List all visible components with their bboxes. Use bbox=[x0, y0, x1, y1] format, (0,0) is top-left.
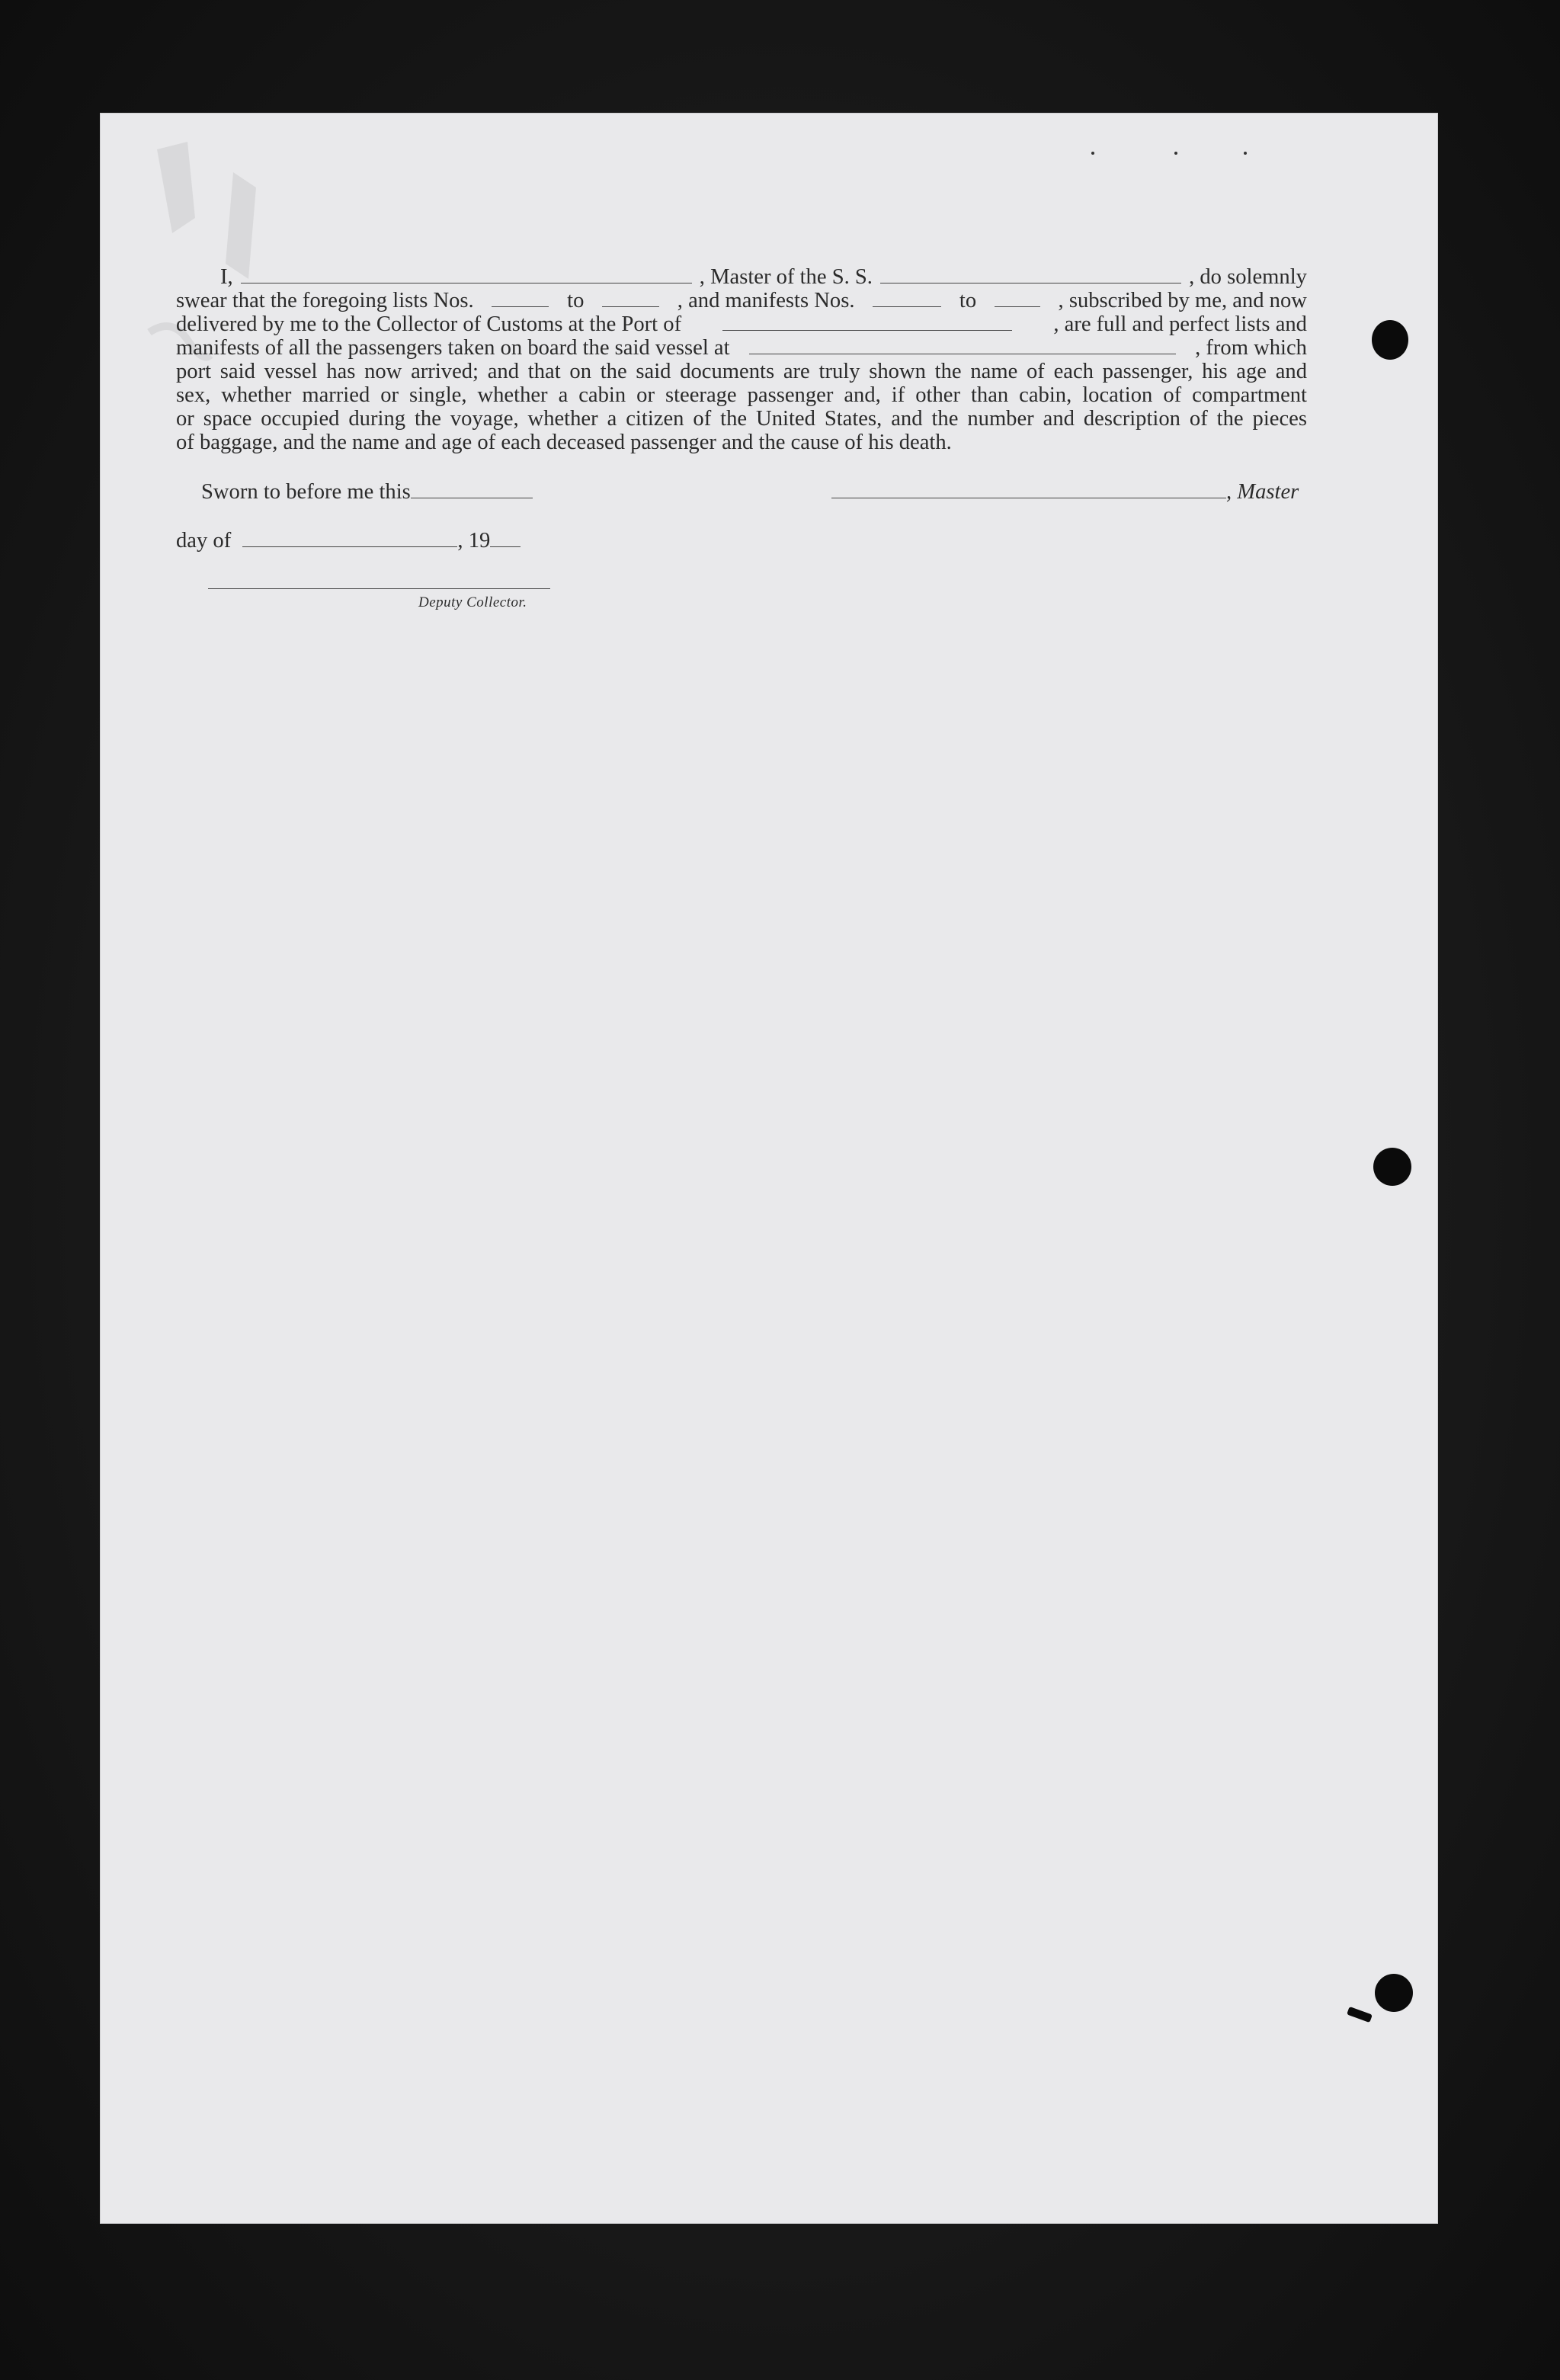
text-from-which: , from which bbox=[1195, 336, 1307, 360]
declaration-last-line bbox=[176, 431, 1307, 454]
text-swear-lists: swear that the foregoing lists Nos. bbox=[176, 289, 474, 312]
month-field[interactable] bbox=[242, 529, 457, 547]
year-field[interactable] bbox=[490, 529, 521, 547]
manifests-to-field[interactable] bbox=[995, 289, 1040, 307]
document-page bbox=[100, 113, 1438, 2224]
declaration-line-4 bbox=[176, 336, 1307, 360]
text-subscribed: , subscribed by me, and now bbox=[1058, 289, 1307, 312]
port-field[interactable] bbox=[722, 312, 1012, 331]
text-master: , Master bbox=[1226, 480, 1299, 504]
text-year-prefix: , 19 bbox=[457, 529, 491, 553]
speck bbox=[1244, 152, 1247, 155]
sworn-line bbox=[201, 480, 533, 505]
sworn-date-field[interactable] bbox=[411, 480, 533, 498]
text-i: I, bbox=[220, 265, 233, 289]
text-to-1: to bbox=[567, 289, 585, 312]
text-master-of-ss: , Master of the S. S. bbox=[699, 265, 873, 289]
master-name-field[interactable] bbox=[241, 265, 692, 283]
declaration-line-2 bbox=[176, 289, 1307, 312]
oath-declaration bbox=[176, 265, 1307, 454]
deputy-collector-signature-field[interactable] bbox=[208, 588, 550, 589]
text-and-manifests: , and manifests Nos. bbox=[677, 289, 855, 312]
master-signature-field[interactable] bbox=[831, 480, 1226, 498]
manifests-from-field[interactable] bbox=[873, 289, 941, 307]
lists-from-field[interactable] bbox=[492, 289, 549, 307]
declaration-line-3 bbox=[176, 312, 1307, 336]
embarkation-port-field[interactable] bbox=[749, 336, 1176, 354]
text-full-perfect: , are full and perfect lists and bbox=[1053, 312, 1307, 336]
text-do-solemnly: , do solemnly bbox=[1189, 265, 1307, 289]
declaration-body-line-1: port said vessel has now arrived; and that on the said documents are truly shown the name of each passenger, his age and bbox=[176, 360, 1307, 383]
declaration-line-1 bbox=[176, 265, 1307, 289]
punch-hole-bottom bbox=[1375, 1974, 1413, 2012]
punch-hole-top bbox=[1372, 320, 1408, 360]
text-to-2: to bbox=[959, 289, 977, 312]
declaration-body-line-4: of baggage, and the name and age of each deceased passenger and the cause of his death. bbox=[176, 431, 952, 454]
text-delivered: delivered by me to the Collector of Customs at the Port of bbox=[176, 312, 682, 336]
text-manifests-vessel: manifests of all the passengers taken on board the said vessel at bbox=[176, 336, 730, 360]
text-sworn-to: Sworn to before me this bbox=[201, 480, 411, 504]
declaration-body-line-2: sex, whether married or single, whether a cabin or steerage passenger and, if other than cabin, location of compartment bbox=[176, 383, 1307, 407]
text-day-of: day of bbox=[176, 529, 232, 553]
speck bbox=[1174, 152, 1177, 155]
deputy-collector-label: Deputy Collector. bbox=[418, 594, 527, 610]
lists-to-field[interactable] bbox=[602, 289, 659, 307]
speck bbox=[1091, 152, 1094, 155]
punch-hole-middle bbox=[1373, 1148, 1411, 1186]
ship-name-field[interactable] bbox=[880, 265, 1181, 283]
declaration-body-line-3: or space occupied during the voyage, whether a citizen of the United States, and the number and description of the pieces bbox=[176, 407, 1307, 431]
master-signature-line bbox=[831, 480, 1299, 505]
day-of-line bbox=[176, 529, 521, 553]
